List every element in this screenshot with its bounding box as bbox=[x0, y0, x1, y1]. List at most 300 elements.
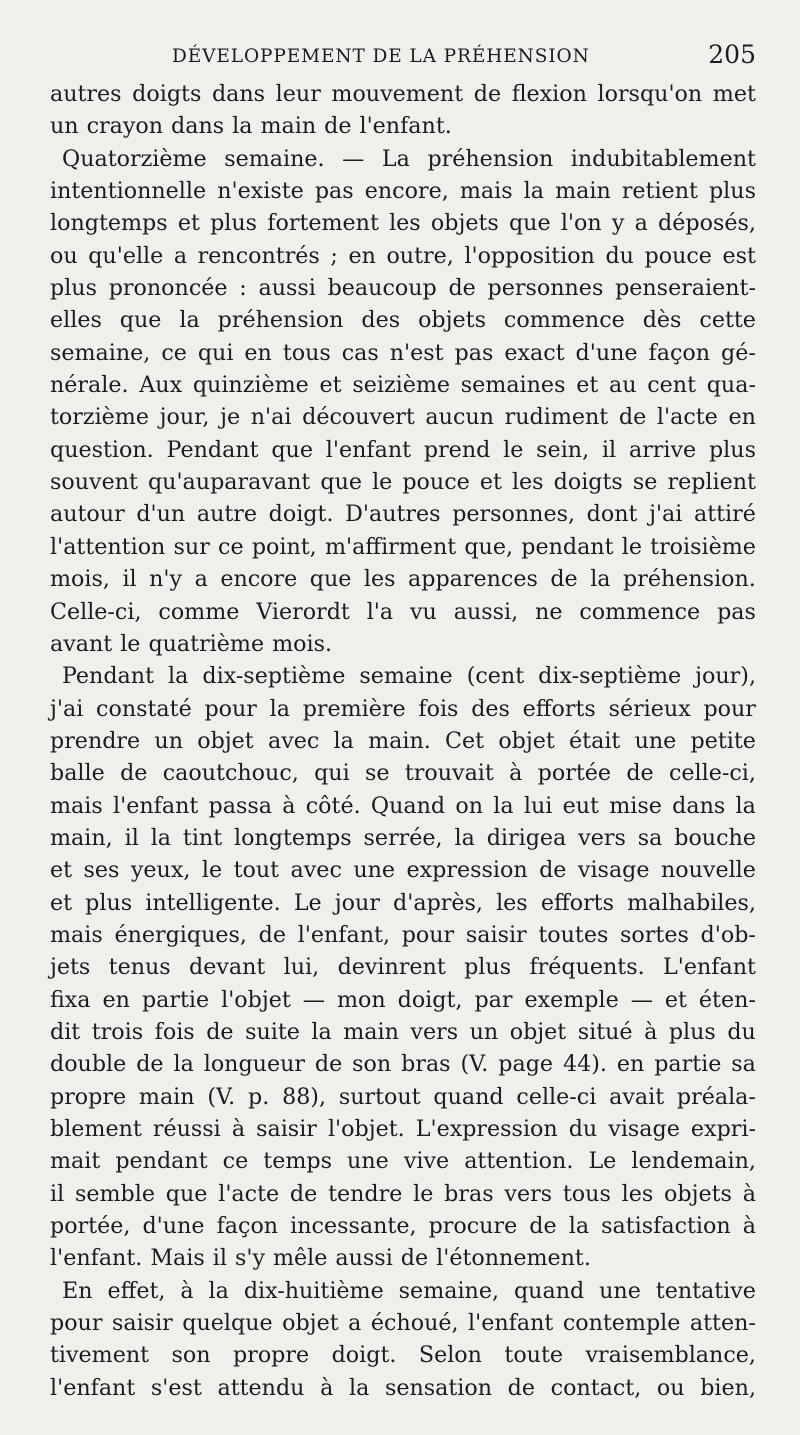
word: mois. bbox=[272, 630, 333, 657]
word: blement bbox=[50, 1116, 142, 1142]
word: nouvelle bbox=[660, 857, 756, 884]
word: celle-ci bbox=[516, 1083, 597, 1110]
word: de bbox=[539, 857, 567, 884]
word: la bbox=[493, 792, 514, 819]
word: balle bbox=[50, 760, 105, 787]
word: efforts bbox=[540, 889, 614, 916]
word: suite bbox=[245, 1018, 300, 1045]
word: des bbox=[361, 307, 401, 334]
word: se bbox=[632, 469, 658, 496]
word: il bbox=[124, 824, 139, 851]
word: côté. bbox=[305, 792, 361, 819]
word: cent bbox=[647, 372, 696, 399]
word: sensation bbox=[384, 1374, 493, 1401]
word: objet bbox=[197, 727, 254, 754]
word: le bbox=[503, 436, 524, 463]
word: son bbox=[352, 1051, 392, 1078]
word: autres bbox=[50, 81, 122, 107]
word: et bbox=[576, 372, 599, 399]
text-line bbox=[50, 304, 756, 336]
running-header bbox=[0, 38, 800, 78]
word: trois bbox=[91, 1018, 144, 1045]
word: gé- bbox=[721, 339, 756, 366]
word: portée bbox=[537, 760, 612, 787]
word: arrive bbox=[628, 436, 697, 463]
word: la bbox=[311, 1018, 332, 1045]
body-text bbox=[50, 78, 756, 1404]
word: main bbox=[138, 1083, 195, 1110]
word: en bbox=[102, 986, 130, 1013]
word: et bbox=[319, 372, 342, 399]
text-line bbox=[50, 240, 756, 272]
word: flexion bbox=[511, 81, 587, 107]
word: contact, bbox=[550, 1374, 642, 1401]
word: l'objet. bbox=[327, 1116, 405, 1142]
text-line bbox=[50, 272, 756, 304]
word: préhension bbox=[217, 307, 344, 334]
word: de bbox=[400, 1245, 429, 1272]
word: façon bbox=[216, 1213, 279, 1240]
word: déposés, bbox=[658, 210, 756, 237]
word: yeux, bbox=[130, 857, 191, 884]
word: caoutchouc, bbox=[162, 760, 299, 787]
word: fréquents. bbox=[529, 954, 645, 981]
word: pas bbox=[717, 598, 756, 625]
word: dix-septième bbox=[202, 663, 346, 690]
word: à bbox=[644, 1018, 658, 1045]
word: tendre bbox=[328, 1180, 403, 1207]
word: l'étonnement. bbox=[436, 1245, 591, 1272]
word: Aux bbox=[139, 372, 183, 399]
word: a bbox=[194, 566, 208, 593]
word: 88), bbox=[282, 1083, 327, 1110]
word: du bbox=[605, 242, 634, 269]
text-line bbox=[50, 1113, 756, 1145]
word: préala- bbox=[676, 1083, 756, 1110]
word: torzième bbox=[50, 404, 149, 431]
word: fois bbox=[154, 1018, 195, 1045]
text-line bbox=[50, 1178, 756, 1210]
word: beaucoup bbox=[327, 275, 437, 302]
word: exact bbox=[504, 339, 565, 366]
text-line bbox=[50, 175, 756, 207]
word: cette bbox=[699, 307, 756, 334]
word: le bbox=[120, 630, 141, 657]
word: à bbox=[320, 1374, 334, 1401]
word: l'enfant. bbox=[50, 1245, 143, 1272]
word: semaine, bbox=[398, 1277, 500, 1304]
text-line bbox=[50, 369, 756, 401]
word: une bbox=[634, 727, 677, 754]
word: mon bbox=[336, 986, 386, 1013]
word: la bbox=[269, 695, 290, 722]
word: le bbox=[372, 469, 393, 496]
word: sortes bbox=[620, 921, 689, 948]
word: la bbox=[232, 113, 253, 140]
word: toutes bbox=[538, 921, 609, 948]
word: surtout bbox=[338, 1083, 421, 1110]
text-line bbox=[50, 660, 756, 692]
word: quinzième bbox=[192, 372, 309, 399]
word: (V. bbox=[460, 1051, 489, 1078]
word: de bbox=[120, 760, 148, 787]
text-line bbox=[50, 1275, 756, 1307]
word: s'y bbox=[234, 1245, 265, 1272]
word: outre, bbox=[386, 242, 454, 269]
word: Selon bbox=[418, 1342, 482, 1369]
word: dans bbox=[211, 81, 266, 107]
word: Mais bbox=[150, 1245, 205, 1272]
word: avec bbox=[290, 857, 342, 884]
word: Le bbox=[588, 1148, 617, 1175]
text-line bbox=[50, 822, 756, 854]
word: que, bbox=[464, 533, 514, 560]
word: encore bbox=[220, 566, 298, 593]
word: la bbox=[150, 824, 172, 851]
word: dix-septième bbox=[538, 663, 682, 690]
text-line bbox=[50, 1307, 756, 1339]
word: crayon bbox=[86, 113, 164, 140]
word: au bbox=[608, 372, 637, 399]
word: Le bbox=[293, 889, 322, 916]
word: troisième bbox=[650, 533, 756, 560]
word: intelligente. bbox=[145, 889, 281, 916]
text-line bbox=[50, 207, 756, 239]
word: mêle bbox=[273, 1245, 328, 1272]
word: lendemain, bbox=[631, 1148, 756, 1175]
word: (V. bbox=[207, 1083, 236, 1110]
word: de bbox=[206, 1018, 234, 1045]
word: mais bbox=[50, 921, 103, 948]
word: prononcée bbox=[108, 275, 228, 302]
word: jour, bbox=[159, 404, 210, 431]
word: temps bbox=[263, 1148, 332, 1175]
word: mait bbox=[50, 1148, 101, 1175]
word: dit bbox=[50, 1018, 81, 1045]
word: pour bbox=[703, 695, 756, 722]
word: fois bbox=[418, 695, 459, 722]
word: partie bbox=[141, 986, 210, 1013]
word: objets bbox=[664, 1180, 732, 1207]
word: découvert bbox=[302, 404, 415, 431]
word: sérieux bbox=[608, 695, 691, 722]
word: des bbox=[471, 695, 510, 722]
word: de bbox=[507, 1374, 536, 1401]
word: bouche bbox=[674, 824, 756, 851]
word: plus bbox=[708, 178, 756, 205]
text-line bbox=[50, 628, 756, 660]
word: la bbox=[454, 824, 475, 851]
text-line bbox=[50, 531, 756, 563]
word: de bbox=[289, 1180, 318, 1207]
word: Pendant bbox=[166, 436, 259, 463]
word: que bbox=[271, 436, 313, 463]
word: personnes bbox=[487, 275, 604, 302]
word: vraisemblance, bbox=[585, 1342, 756, 1369]
word: s'est bbox=[150, 1374, 202, 1401]
word: semble bbox=[75, 1180, 155, 1207]
word: il bbox=[122, 566, 137, 593]
text-line bbox=[50, 337, 756, 369]
word: de bbox=[529, 1213, 557, 1240]
word: que bbox=[508, 210, 551, 237]
text-line bbox=[50, 78, 756, 110]
word: que bbox=[119, 307, 162, 334]
word: et bbox=[177, 210, 200, 237]
word: qu'auparavant bbox=[147, 469, 311, 496]
word: aucun bbox=[425, 404, 494, 431]
word: malhabiles, bbox=[627, 889, 756, 916]
word: la bbox=[168, 663, 189, 690]
word: vu bbox=[410, 598, 437, 625]
word: le bbox=[201, 857, 223, 884]
word: jour), bbox=[695, 663, 756, 690]
text-line bbox=[50, 596, 756, 628]
word: j'ai bbox=[50, 695, 84, 722]
word: apparences bbox=[408, 566, 538, 593]
word: vers bbox=[504, 1180, 553, 1207]
word: que bbox=[320, 469, 362, 496]
text-line bbox=[50, 1372, 756, 1404]
word: indubitablement bbox=[570, 145, 756, 172]
word: et bbox=[50, 889, 73, 916]
word: la bbox=[348, 1374, 370, 1401]
word: y bbox=[611, 210, 625, 237]
word: l'a bbox=[366, 598, 394, 625]
word: doigt. bbox=[331, 1342, 397, 1369]
text-line bbox=[50, 984, 756, 1016]
word: du bbox=[727, 1018, 756, 1045]
word: en bbox=[728, 404, 756, 431]
word: préhension bbox=[427, 145, 554, 172]
word: dix-huitième bbox=[243, 1277, 384, 1304]
word: pas bbox=[454, 339, 494, 366]
word: contemple bbox=[562, 1310, 681, 1337]
word: — bbox=[342, 145, 365, 172]
word: retient bbox=[621, 178, 698, 205]
word: tivement bbox=[50, 1342, 150, 1369]
word: tenus bbox=[108, 954, 171, 981]
word: objets bbox=[430, 210, 499, 237]
word: attention. bbox=[464, 1148, 574, 1175]
word: Quand bbox=[370, 792, 446, 819]
word: l'opposition bbox=[464, 242, 595, 269]
word: de bbox=[324, 113, 352, 140]
word: à bbox=[231, 1116, 246, 1142]
word: tous bbox=[562, 1180, 611, 1207]
text-line bbox=[50, 143, 756, 175]
word: d'une bbox=[142, 1213, 205, 1240]
text-line bbox=[50, 854, 756, 886]
word: p. bbox=[248, 1083, 270, 1110]
word: main bbox=[555, 178, 611, 205]
word: aussi bbox=[335, 1245, 393, 1272]
word: commence bbox=[579, 598, 701, 625]
word: — bbox=[302, 986, 325, 1013]
word: a bbox=[173, 242, 188, 269]
word: semaine. bbox=[224, 145, 325, 172]
word: de bbox=[626, 760, 654, 787]
word: saisir bbox=[256, 1116, 317, 1142]
word: mais bbox=[50, 792, 103, 819]
word: ou bbox=[50, 242, 78, 269]
word: seizième bbox=[352, 372, 451, 399]
word: encore, bbox=[364, 178, 449, 205]
word: la bbox=[173, 1051, 194, 1078]
word: : bbox=[239, 275, 247, 302]
word: portée, bbox=[50, 1213, 131, 1240]
word: n'existe bbox=[217, 178, 304, 205]
word: échoué, bbox=[370, 1310, 459, 1337]
word: plus bbox=[210, 210, 258, 237]
word: main bbox=[343, 1018, 399, 1045]
text-line bbox=[50, 725, 756, 757]
word: les bbox=[511, 469, 544, 496]
word: saisir bbox=[465, 921, 527, 948]
word: replient bbox=[667, 469, 756, 496]
word: eut bbox=[562, 792, 599, 819]
text-line bbox=[50, 110, 756, 142]
word: l'enfant bbox=[50, 1374, 136, 1401]
word: pouce bbox=[402, 469, 470, 496]
word: souvent bbox=[50, 469, 138, 496]
word: pour bbox=[401, 921, 455, 948]
word: rudiment bbox=[504, 404, 609, 431]
word: dont bbox=[586, 501, 638, 528]
word: l'enfant, bbox=[297, 921, 391, 948]
word: constaté bbox=[96, 695, 192, 722]
word: doigt. bbox=[268, 501, 334, 528]
word: main bbox=[260, 113, 317, 140]
word: les bbox=[389, 210, 421, 237]
word: nérale. bbox=[50, 372, 129, 399]
word: n'ai bbox=[250, 404, 292, 431]
word: m'affirment bbox=[324, 533, 457, 560]
word: a bbox=[634, 210, 648, 237]
word: attendu bbox=[217, 1374, 305, 1401]
word: objet bbox=[498, 727, 555, 754]
word: les bbox=[621, 1180, 654, 1207]
word: double bbox=[50, 1051, 127, 1078]
word: qu'elle bbox=[88, 242, 164, 269]
word: tous bbox=[282, 339, 331, 366]
word: d'après, bbox=[393, 889, 483, 916]
word: effet, bbox=[107, 1277, 166, 1304]
text-line bbox=[50, 434, 756, 466]
word: petite bbox=[690, 727, 756, 754]
word: elles bbox=[50, 307, 102, 334]
word: ne bbox=[535, 598, 563, 625]
word: les bbox=[496, 889, 528, 916]
word: En bbox=[62, 1277, 93, 1304]
word: d'ob- bbox=[700, 921, 756, 948]
word: propre bbox=[233, 1342, 310, 1369]
word: première bbox=[302, 695, 406, 722]
word: dès bbox=[642, 307, 682, 334]
word: qui bbox=[197, 339, 234, 366]
word: lui, bbox=[283, 954, 320, 981]
word: autour bbox=[50, 501, 125, 528]
word: Cet bbox=[445, 727, 485, 754]
word: attiré bbox=[694, 501, 756, 528]
word: éten- bbox=[698, 986, 756, 1013]
text-line bbox=[50, 466, 756, 498]
word: une bbox=[353, 857, 396, 884]
word: à bbox=[742, 1180, 756, 1207]
word: bras bbox=[401, 1051, 451, 1078]
word: un bbox=[50, 113, 79, 140]
word: incessante, bbox=[290, 1213, 417, 1240]
word: visage bbox=[608, 1116, 680, 1142]
word: pendant bbox=[521, 533, 614, 560]
word: plus bbox=[668, 1018, 716, 1045]
word: doigts bbox=[553, 469, 623, 496]
word: était bbox=[569, 727, 621, 754]
word: est bbox=[722, 242, 756, 269]
word: qui bbox=[314, 760, 350, 787]
word: met bbox=[712, 81, 756, 107]
word: 44). bbox=[562, 1051, 607, 1078]
word: lorsqu'on bbox=[597, 81, 703, 107]
word: j'ai bbox=[649, 501, 683, 528]
word: de bbox=[448, 275, 476, 302]
word: son bbox=[171, 1342, 211, 1369]
word: que bbox=[309, 566, 352, 593]
text-line bbox=[50, 951, 756, 983]
word: plus bbox=[464, 954, 512, 981]
word: et bbox=[664, 986, 687, 1013]
word: mois, bbox=[50, 566, 110, 593]
word: Celle-ci, bbox=[50, 598, 142, 625]
word: en bbox=[348, 242, 376, 269]
word: vers bbox=[410, 1018, 459, 1045]
word: qua- bbox=[706, 372, 756, 399]
word: penseraient- bbox=[615, 275, 756, 302]
word: pendant bbox=[115, 1148, 208, 1175]
word: question. bbox=[50, 436, 154, 463]
word: devant bbox=[189, 954, 266, 981]
word: il bbox=[212, 1245, 227, 1272]
word: rencontrés bbox=[197, 242, 320, 269]
word: — bbox=[630, 986, 653, 1013]
word: pour bbox=[50, 1310, 103, 1337]
word: objet bbox=[509, 1018, 567, 1045]
word: longtemps bbox=[234, 824, 352, 851]
word: sa bbox=[731, 1051, 756, 1078]
word: longueur bbox=[203, 1051, 305, 1078]
word: en bbox=[616, 1051, 645, 1078]
word: objets bbox=[418, 307, 486, 334]
word: l'enfant bbox=[113, 792, 199, 819]
word: façon bbox=[648, 339, 711, 366]
word: passa bbox=[208, 792, 272, 819]
word: tint bbox=[182, 824, 223, 851]
word: jour bbox=[334, 889, 380, 916]
word: D'autres bbox=[345, 501, 441, 528]
word: main. bbox=[368, 727, 431, 754]
word: bien, bbox=[700, 1374, 756, 1401]
text-line bbox=[50, 693, 756, 725]
word: la bbox=[523, 178, 544, 205]
word: fixa bbox=[50, 986, 91, 1013]
word: saisir bbox=[111, 1310, 173, 1337]
text-line bbox=[50, 563, 756, 595]
word: ses bbox=[83, 857, 120, 884]
page-number: 205 bbox=[708, 40, 756, 69]
word: avait bbox=[609, 1083, 665, 1110]
word: longtemps bbox=[50, 210, 168, 237]
word: un bbox=[469, 1018, 499, 1045]
